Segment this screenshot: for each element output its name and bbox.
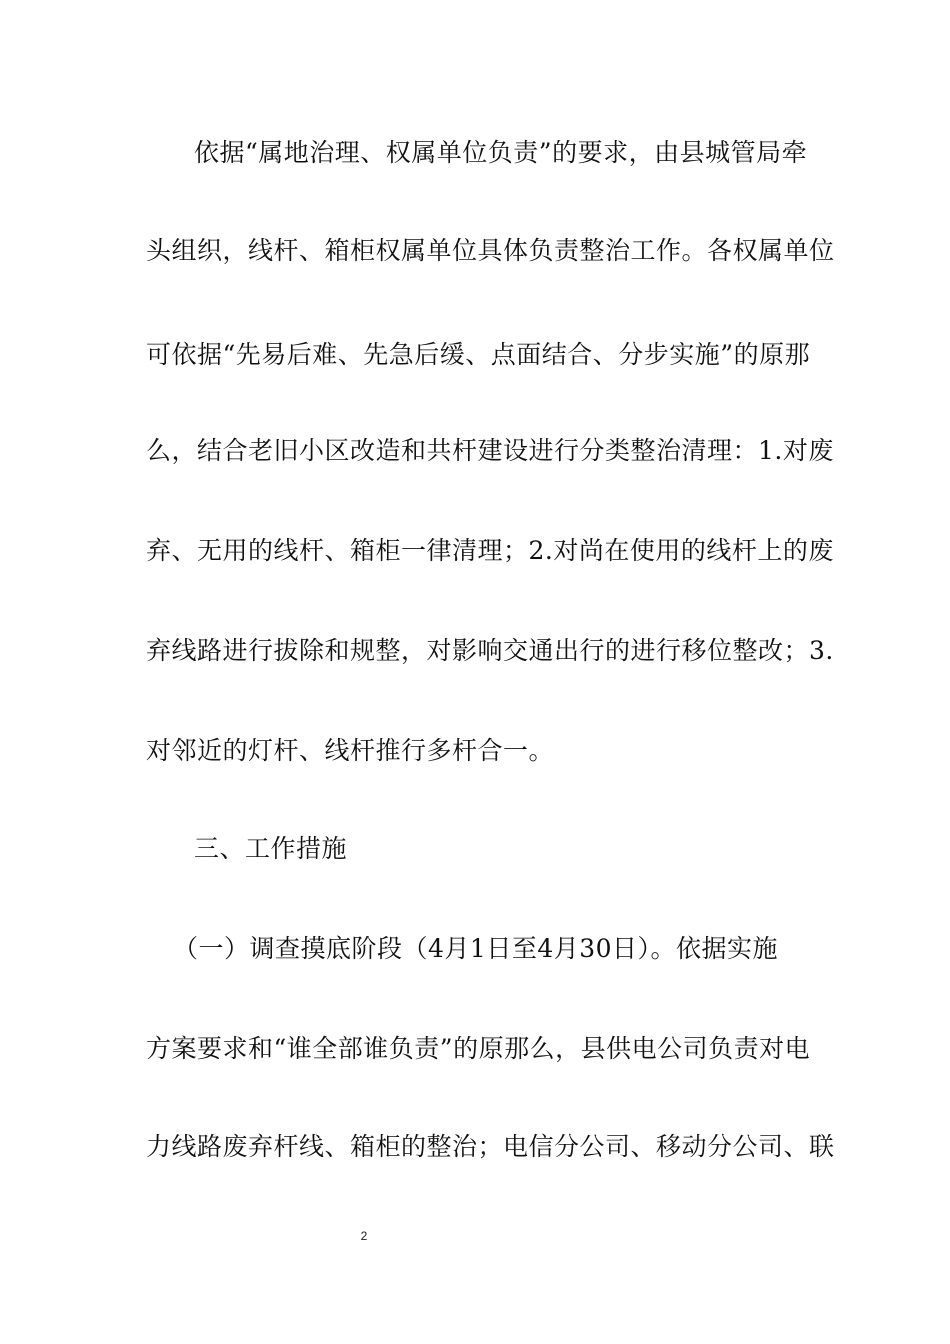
paragraph-line-1: 依据“属地治理、权属单位负责”的要求，由县城管局牵 [194, 138, 808, 167]
paragraph-line-5: 弃、无用的线杆、箱柜一律清理；2.对尚在使用的线杆上的废 [146, 536, 834, 565]
paragraph-line-2: 头组织，线杆、箱柜权属单位具体负责整治工作。各权属单位 [146, 236, 835, 265]
subsection-line-1: （一）调查摸底阶段（4月1日至4月30日）。依据实施 [173, 934, 779, 963]
subsection-line-2: 方案要求和“谁全部谁负责”的原那么，县供电公司负责对电 [146, 1034, 811, 1063]
section-heading: 三、工作措施 [194, 834, 348, 863]
paragraph-line-7: 对邻近的灯杆、线杆推行多杆合一。 [146, 736, 555, 765]
page-number: 2 [360, 1229, 368, 1243]
subsection-line-3: 力线路废弃杆线、箱柜的整治；电信分公司、移动分公司、联 [146, 1132, 835, 1161]
paragraph-line-3: 可依据“先易后难、先急后缓、点面结合、分步实施”的原那 [146, 340, 811, 369]
paragraph-line-4: 么，结合老旧小区改造和共杆建设进行分类整治清理：1.对废 [146, 436, 834, 465]
paragraph-line-6: 弃线路进行拔除和规整，对影响交通出行的进行移位整改；3. [146, 636, 834, 665]
